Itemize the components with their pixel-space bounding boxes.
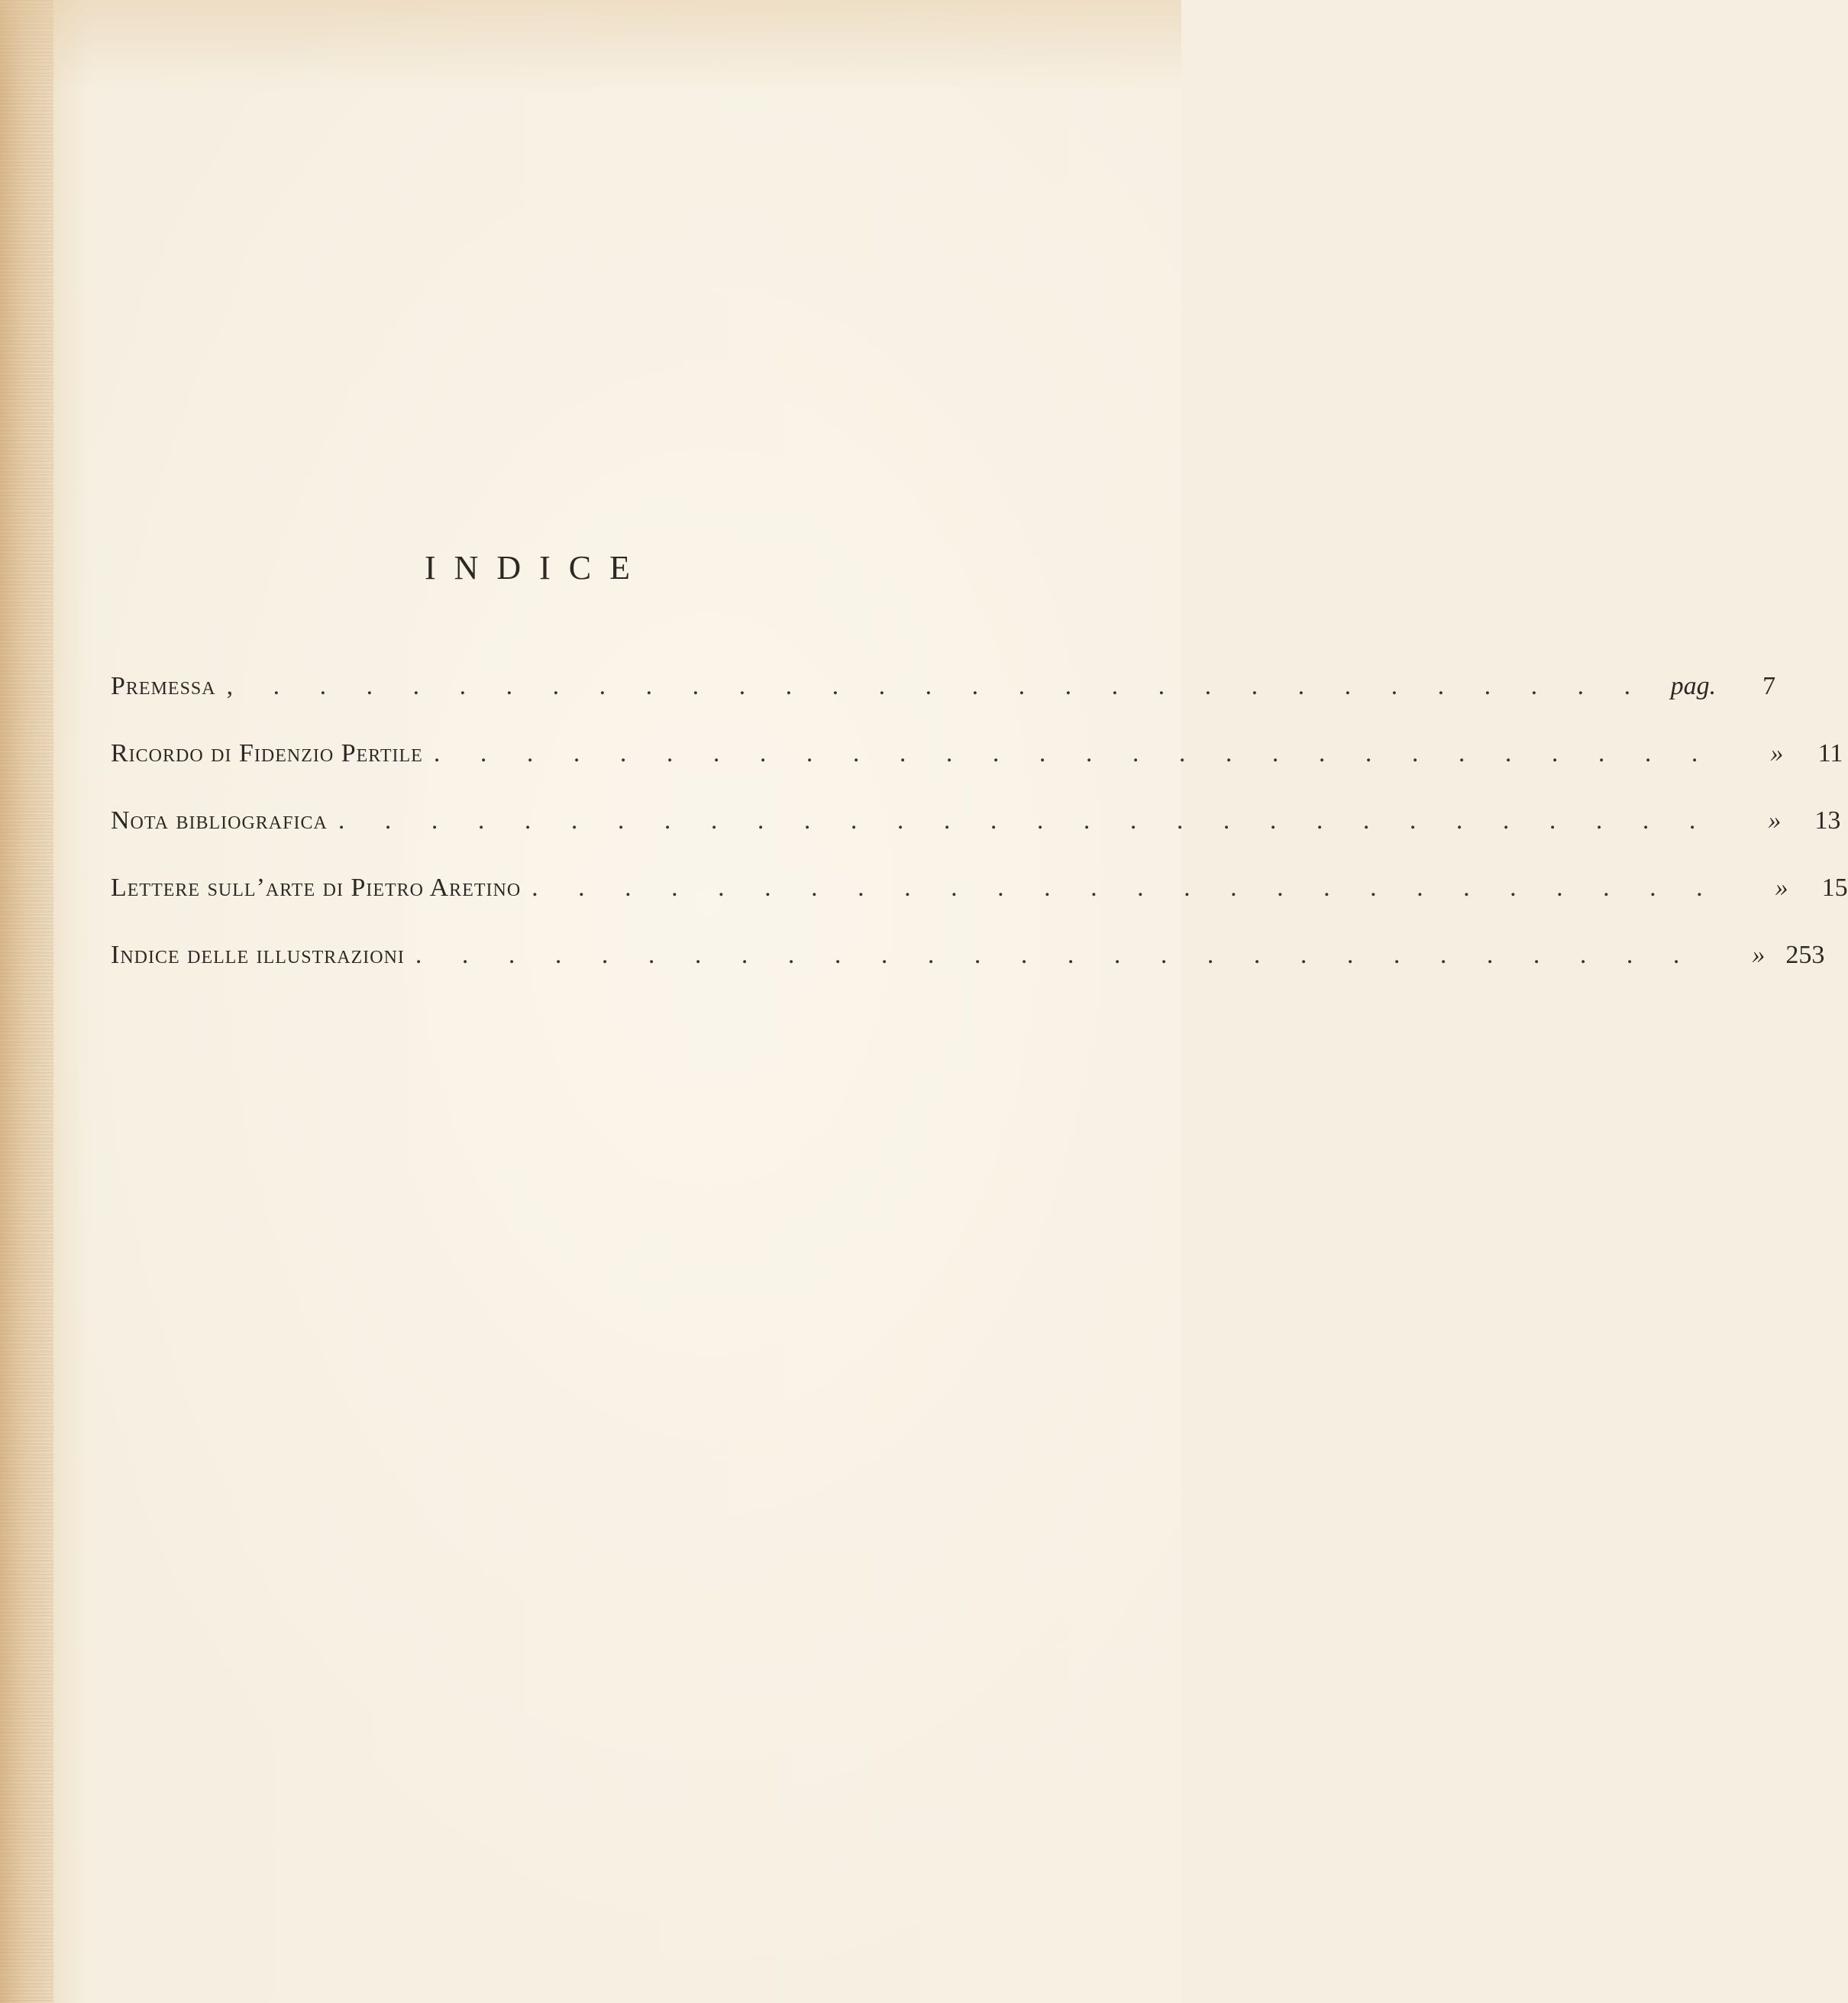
page-number: 13 bbox=[1814, 806, 1841, 835]
toc-page-ref bbox=[1655, 672, 1775, 701]
page-title: INDICE bbox=[424, 549, 649, 586]
page-number: 253 bbox=[1785, 941, 1825, 969]
toc-page-ref bbox=[1720, 806, 1840, 835]
toc-entry-label: Premessa bbox=[111, 672, 216, 700]
toc-entry-ricordo bbox=[111, 739, 1843, 806]
toc-entry-lettere bbox=[111, 874, 1848, 941]
dot-leader: . . . . . . . . . . . . . . . . . . . . . . . . . . . . bbox=[433, 739, 1715, 767]
page-number: 7 bbox=[1762, 672, 1776, 700]
toc-entry-label: Indice delle illustrazioni bbox=[111, 941, 405, 969]
dot-leader: , . . . . . . . . . . . . . . . . . . . . . . . . . . . . . . bbox=[226, 672, 1648, 700]
dot-leader: . . . . . . . . . . . . . . . . . . . . . . . . . . . . . . bbox=[338, 806, 1713, 835]
toc-entry-label: Ricordo di Fidenzio Pertile bbox=[111, 739, 423, 767]
ditto-mark: » bbox=[1775, 874, 1788, 902]
ditto-mark: » bbox=[1770, 739, 1784, 767]
toc-entry-nota bbox=[111, 806, 1841, 874]
table-of-contents bbox=[111, 672, 1848, 1008]
dot-leader: . . . . . . . . . . . . . . . . . . . . . . . . . . . . bbox=[415, 941, 1697, 969]
page-number: 15 bbox=[1821, 874, 1848, 902]
toc-page-ref bbox=[1727, 874, 1848, 903]
dot-leader: . . . . . . . . . . . . . . . . . . . . . . . . . . bbox=[531, 874, 1720, 902]
page-abbrev: pag. bbox=[1670, 672, 1717, 700]
toc-page-ref bbox=[1722, 739, 1843, 768]
ditto-mark: » bbox=[1752, 941, 1766, 969]
page-number: 11 bbox=[1817, 739, 1843, 767]
toc-entry-premessa bbox=[111, 672, 1776, 739]
ditto-mark: » bbox=[1768, 806, 1782, 835]
toc-entry-indice-illustrazioni bbox=[111, 941, 1825, 1008]
toc-entry-label: Nota bibliografica bbox=[111, 806, 328, 835]
toc-page-ref bbox=[1704, 941, 1824, 970]
toc-entry-label: Lettere sull’arte di Pietro Aretino bbox=[111, 874, 522, 902]
